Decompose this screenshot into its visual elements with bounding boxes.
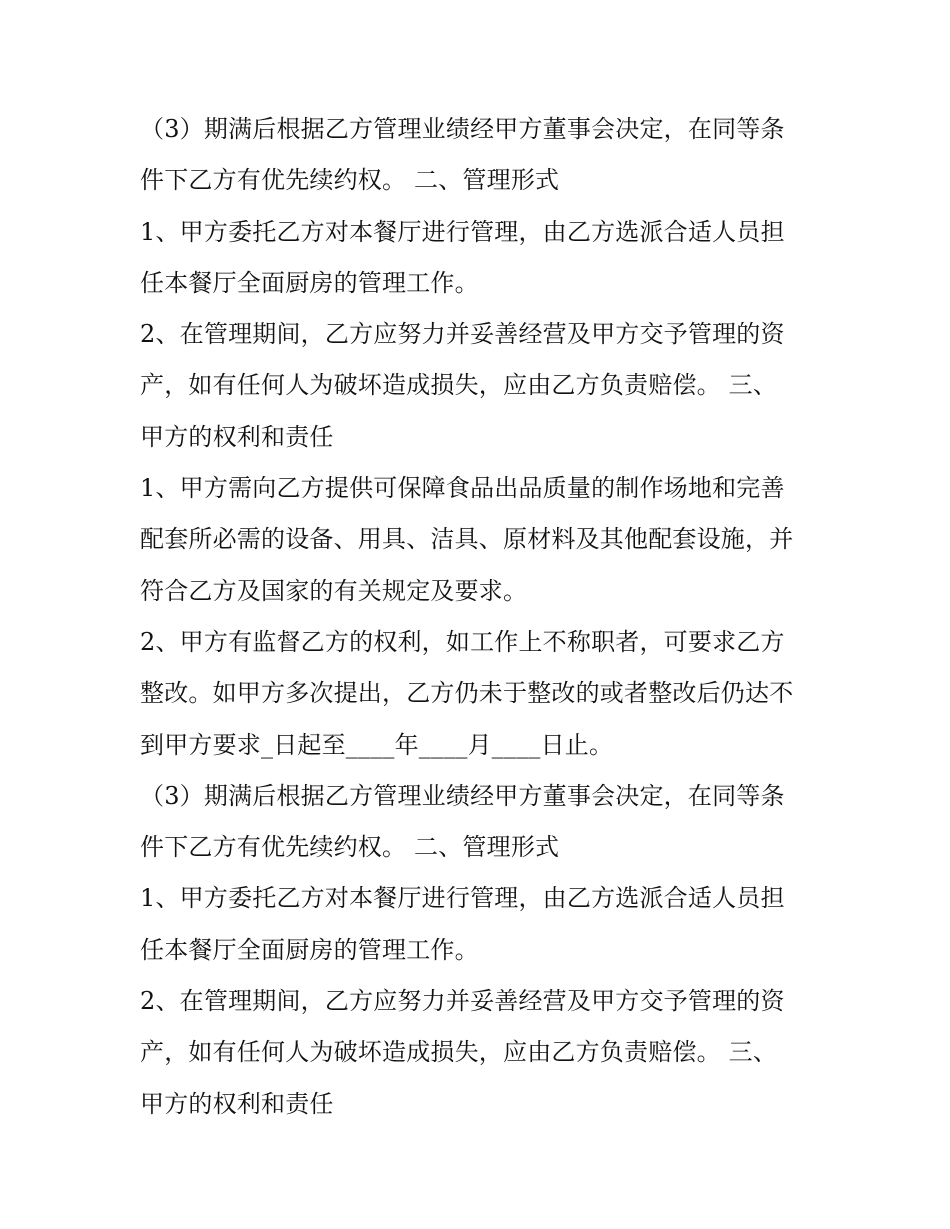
- text-line: 整改。如甲方多次提出，乙方仍未于整改的或者整改后仍达不: [140, 679, 794, 708]
- text-line: 件下乙方有优先续约权。 二、管理形式: [140, 833, 560, 862]
- text-line: 任本餐厅全面厨房的管理工作。: [140, 935, 479, 964]
- text-line: 任本餐厅全面厨房的管理工作。: [140, 268, 479, 297]
- text-line: 2、在管理期间，乙方应努力并妥善经营及甲方交予管理的资: [140, 320, 785, 349]
- text-line: 甲方的权利和责任: [140, 1089, 334, 1118]
- text-line: 2、甲方有监督乙方的权利，如工作上不称职者，可要求乙方: [140, 627, 785, 656]
- text-line: 甲方的权利和责任: [140, 422, 334, 451]
- text-line: 产，如有任何人为破坏造成损失，应由乙方负责赔偿。 三、: [140, 371, 778, 400]
- text-line: 到甲方要求_日起至____年____月____日止。: [140, 730, 614, 759]
- text-line: 配套所必需的设备、用具、洁具、原材料及其他配套设施，并: [140, 525, 794, 554]
- text-line: 1、甲方委托乙方对本餐厅进行管理，由乙方选派合适人员担: [140, 217, 785, 246]
- text-line: 产，如有任何人为破坏造成损失，应由乙方负责赔偿。 三、: [140, 1038, 778, 1067]
- text-line: 件下乙方有优先续约权。 二、管理形式: [140, 166, 560, 195]
- text-line: （3）期满后根据乙方管理业绩经甲方董事会决定，在同等条: [140, 115, 785, 143]
- text-line: 1、甲方需向乙方提供可保障食品出品质量的制作场地和完善: [140, 474, 785, 503]
- document-body: [140, 104, 820, 1130]
- text-line: 2、在管理期间，乙方应努力并妥善经营及甲方交予管理的资: [140, 987, 785, 1016]
- text-line: 1、甲方委托乙方对本餐厅进行管理，由乙方选派合适人员担: [140, 884, 785, 913]
- text-line: （3）期满后根据乙方管理业绩经甲方董事会决定，在同等条: [140, 781, 785, 810]
- text-line: 符合乙方及国家的有关规定及要求。: [140, 576, 528, 605]
